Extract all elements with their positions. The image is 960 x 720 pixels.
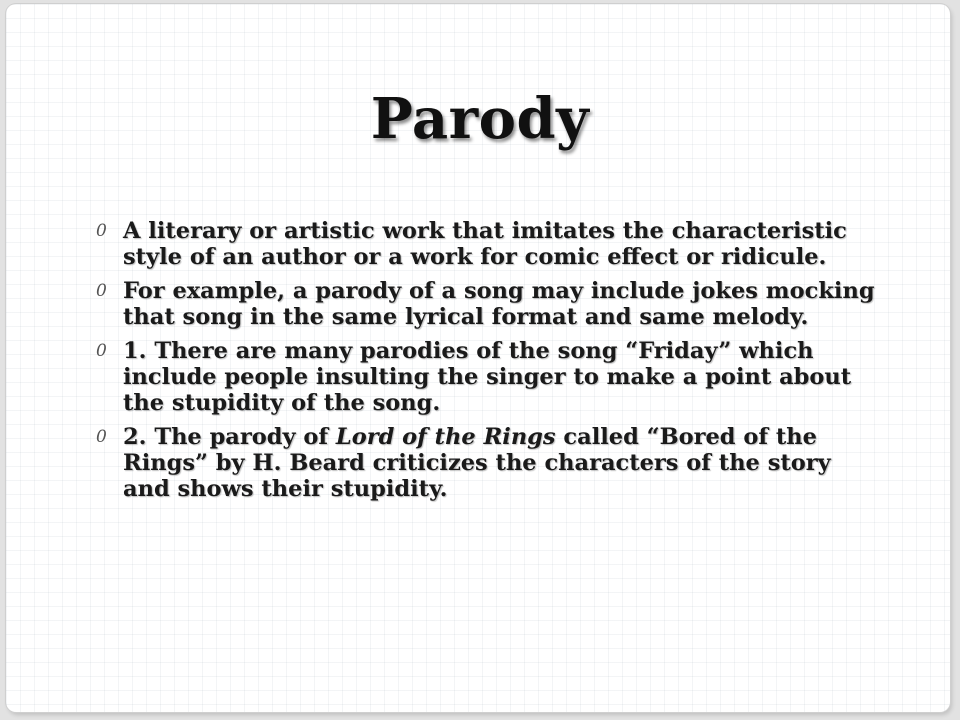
bullet-text-italic: Lord of the Rings: [335, 424, 556, 450]
bullet-text: For example, a parody of a song may include jokes mocking that song in the same lyrical format and same melody.: [123, 278, 875, 330]
bullet-text: 2. The parody of: [123, 424, 336, 450]
bullet-list: [96, 218, 876, 510]
bullet-text: called “Bored of the Rings” by H. Beard criticizes the characters of the story and shows their stupidity.: [123, 424, 831, 502]
bullet-item: [96, 278, 876, 330]
bullet-text: 1. There are many parodies of the song “Friday” which include people insulting the singer to make a point about the stupidity of the song.: [123, 338, 852, 416]
bullet-item: [96, 218, 876, 270]
bullet-text: A literary or artistic work that imitates the characteristic style of an author or a work for comic effect or ridicule.: [123, 218, 847, 270]
bullet-item: [96, 424, 876, 502]
bullet-marker: 0: [96, 341, 107, 361]
slide-title: Parody: [370, 86, 590, 152]
bullet-marker: 0: [96, 281, 107, 301]
bullet-marker: 0: [96, 427, 107, 447]
bullet-item: [96, 338, 876, 416]
bullet-marker: 0: [96, 221, 107, 241]
